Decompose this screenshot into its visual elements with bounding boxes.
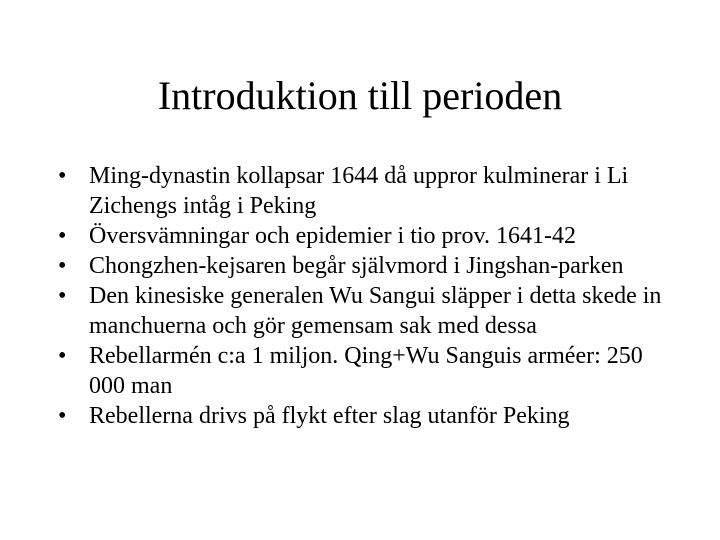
bullet-marker: • (58, 253, 67, 279)
bullet-text: Översvämningar och epidemier i tio prov. 1641-42 (89, 223, 576, 249)
bullet-marker: • (58, 343, 67, 369)
bullet-text: Chongzhen-kejsaren begår självmord i Jingshan-parken (89, 253, 624, 279)
slide-title: Introduktion till perioden (157, 73, 563, 118)
bullet-item-4 (57, 281, 677, 341)
bullet-marker: • (58, 403, 67, 429)
bullet-text: Ming-dynastin kollapsar 1644 då uppror kulminerar i Li Zichengs intåg i Peking (89, 163, 629, 219)
bullet-list (57, 161, 677, 431)
bullet-item-6 (57, 401, 677, 431)
bullet-marker: • (58, 283, 67, 309)
bullet-text: Den kinesiske generalen Wu Sangui släpper i detta skede in manchuerna och gör gemensam sak med dessa (89, 283, 662, 339)
bullet-marker: • (58, 223, 67, 249)
bullet-item-2 (57, 221, 677, 251)
bullet-text: Rebellerna drivs på flykt efter slag utanför Peking (89, 403, 570, 429)
bullet-item-3 (57, 251, 677, 281)
bullet-marker: • (58, 163, 67, 189)
bullet-item-1 (57, 161, 677, 221)
bullet-item-5 (57, 341, 677, 401)
bullet-text: Rebellarmén c:a 1 miljon. Qing+Wu Sanguis arméer: 250 000 man (89, 343, 643, 399)
